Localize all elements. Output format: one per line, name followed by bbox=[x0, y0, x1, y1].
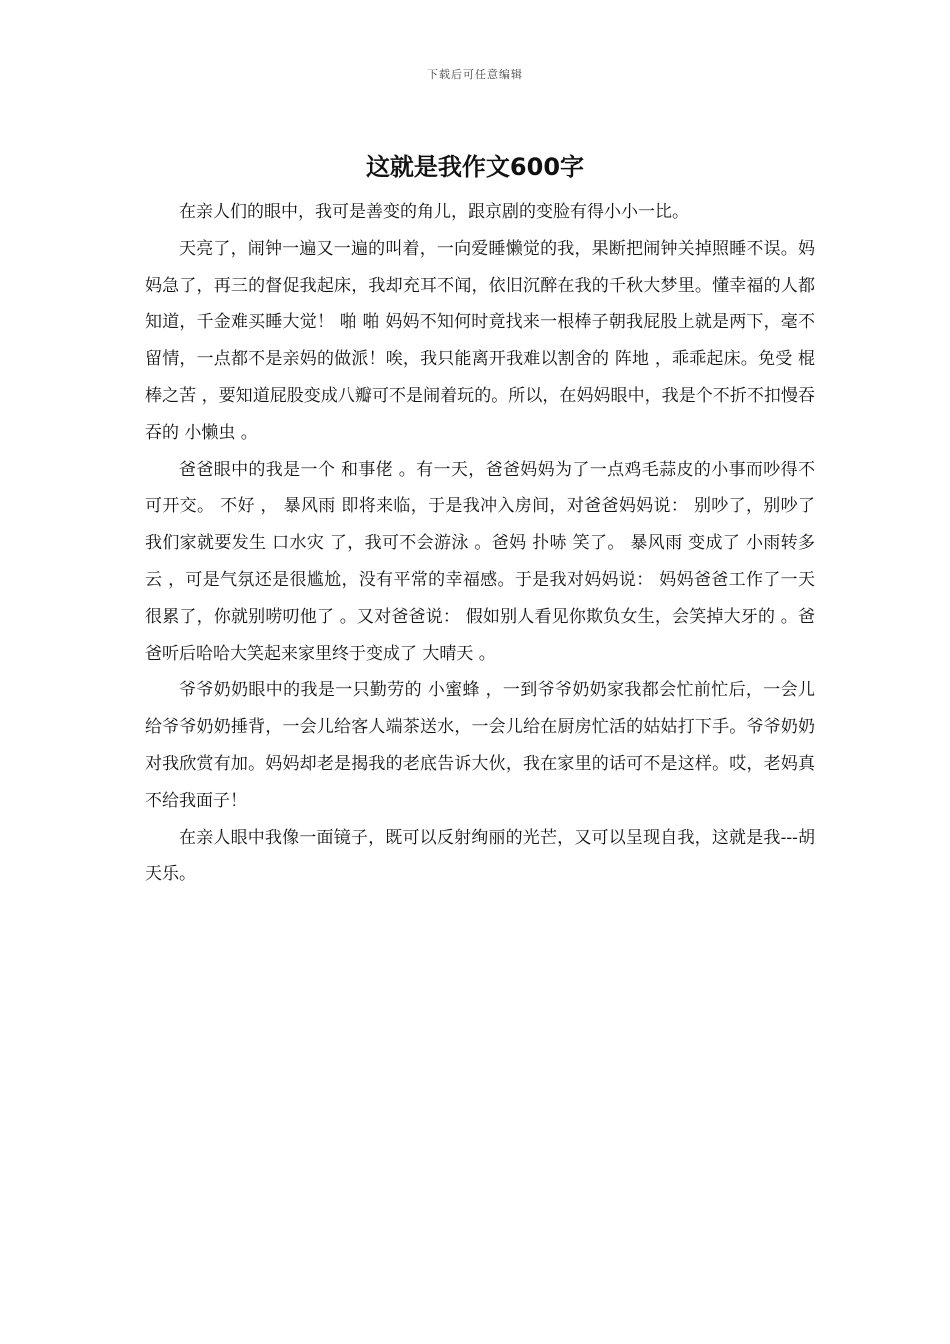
paragraph-mother: 天亮了，闹钟一遍又一遍的叫着，一向爱睡懒觉的我，果断把闹钟关掉照睡不误。妈妈急了，再三的督促我起床，我却充耳不闻，依旧沉醉在我的千秋大梦里。懂幸福的人都知道，千金难买睡大觉！ 啪 啪 妈妈不知何时竟找来一根棒子朝我屁股上就是两下，毫不留情，一点都不是亲妈的做派！唉，我只能离开我难以割舍的 阵地 ，乖乖起床。免受 棍棒之苦 ，要知道屁股变成八瓣可不是闹着玩的。所以，在妈妈眼中，我是个不折不扣慢吞吞的 小懒虫 。 bbox=[145, 238, 815, 443]
paragraph-intro: 在亲人们的眼中，我可是善变的角儿，跟京剧的变脸有得小小一比。 bbox=[179, 202, 689, 222]
paragraph-grandparents: 爷爷奶奶眼中的我是一只勤劳的 小蜜蜂 ，一到爷爷奶奶家我都会忙前忙后，一会儿给爷爷奶奶捶背，一会儿给客人端茶送水，一会儿给在厨房忙活的姑姑打下手。爷爷奶奶对我欣赏有加。妈妈却老是揭我的老底告诉大伙，我在家里的话可不是这样。哎，老妈真不给我面子！ bbox=[145, 680, 815, 811]
header-note: 下载后可任意编辑 bbox=[427, 68, 523, 81]
essay-body bbox=[145, 194, 815, 893]
document-title: 这就是我作文600字 bbox=[365, 153, 585, 181]
paragraph-father: 爸爸眼中的我是一个 和事佬 。有一天，爸爸妈妈为了一点鸡毛蒜皮的小事而吵得不可开交。 不好 ， 暴风雨 即将来临，于是我冲入房间，对爸爸妈妈说： 别吵了，别吵了我们家就要发生 口水灾 了，我可不会游泳 。爸妈 扑哧 笑了。 暴风雨 变成了 小雨转多云 ，可是气氛还是很尴尬，没有平常的幸福感。于是我对妈妈说： 妈妈爸爸工作了一天很累了，你就别唠叨他了 。又对爸爸说： 假如别人看见你欺负女生，会笑掉大牙的 。爸爸听后哈哈大笑起来家里终于变成了 大晴天 。 bbox=[145, 459, 815, 664]
paragraph-conclusion: 在亲人眼中我像一面镜子，既可以反射绚丽的光芒，又可以呈现自我，这就是我---胡天乐。 bbox=[145, 827, 815, 885]
